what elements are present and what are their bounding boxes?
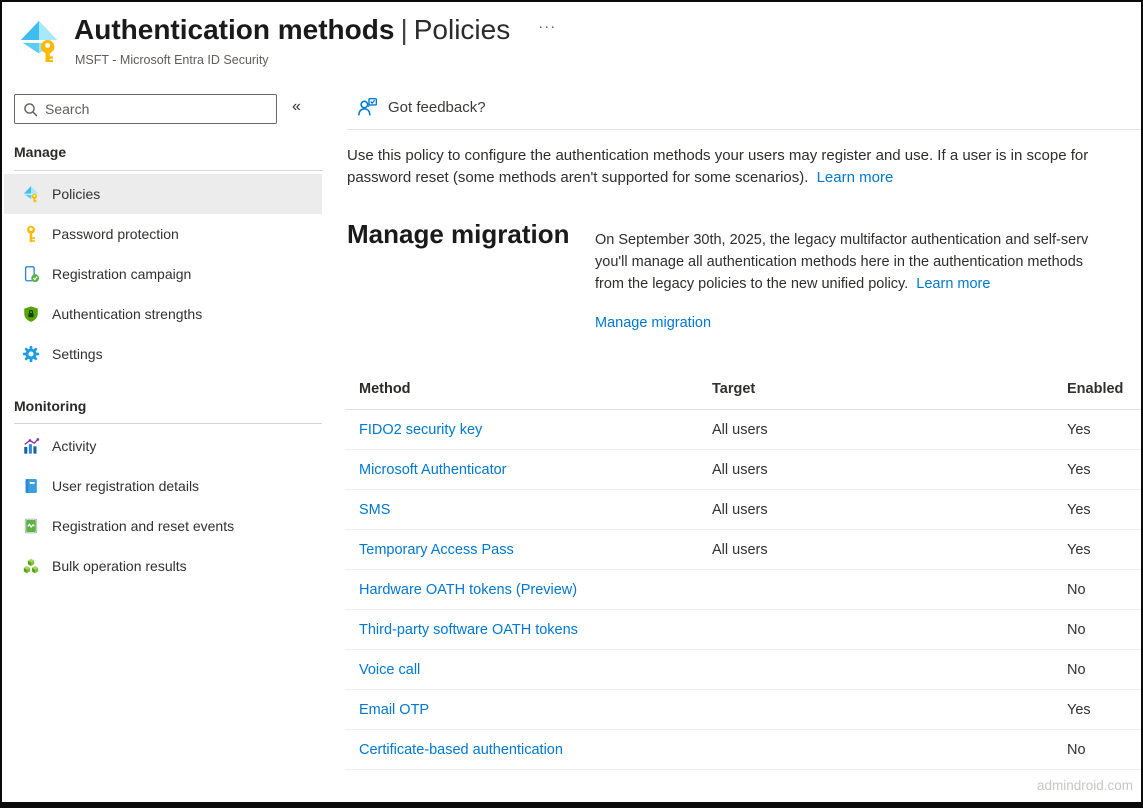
target-cell: All users — [712, 421, 768, 438]
sidebar-item-policies[interactable] — [4, 174, 322, 214]
column-header-enabled: Enabled — [1067, 380, 1124, 397]
auth-methods-table — [345, 368, 1143, 770]
section-monitoring: Monitoring — [14, 398, 87, 414]
table-row — [345, 450, 1143, 490]
target-cell: All users — [712, 501, 768, 518]
method-link-email-otp[interactable]: Email OTP — [359, 701, 430, 718]
target-cell: All users — [712, 461, 768, 478]
policy-description — [347, 145, 1143, 189]
entra-security-icon — [22, 185, 40, 203]
cubes-icon — [22, 557, 40, 575]
migration-description — [595, 229, 1143, 295]
method-link-fido2[interactable]: FIDO2 security key — [359, 421, 483, 438]
table-row — [345, 610, 1143, 650]
key-icon — [22, 225, 40, 243]
sidebar-item-label: Settings — [52, 346, 103, 362]
sidebar-item-label: User registration details — [52, 478, 200, 494]
manage-migration-heading: Manage migration — [347, 219, 570, 249]
sidebar-item-registration-reset-events[interactable] — [4, 506, 322, 546]
enabled-cell: No — [1067, 741, 1086, 758]
method-link-certificate-based[interactable]: Certificate-based authentication — [359, 741, 563, 758]
enabled-cell: Yes — [1067, 421, 1091, 438]
policy-description-line2: password reset (some methods aren't supported for some scenarios). — [347, 169, 809, 186]
table-row — [345, 490, 1143, 530]
sidebar-item-password-protection[interactable] — [4, 214, 322, 254]
sidebar-item-authentication-strengths[interactable] — [4, 294, 322, 334]
table-row — [345, 690, 1143, 730]
page-title: Authentication methods — [74, 14, 395, 45]
migration-learn-more-link[interactable]: Learn more — [916, 276, 991, 292]
method-link-authenticator[interactable]: Microsoft Authenticator — [359, 461, 507, 478]
sidebar-item-label: Bulk operation results — [52, 558, 187, 574]
enabled-cell: Yes — [1067, 461, 1091, 478]
page-subtitle-tab: Policies — [413, 14, 511, 45]
tenant-subtitle: MSFT - Microsoft Entra ID Security — [75, 53, 269, 67]
sidebar — [2, 87, 322, 597]
shield-lock-icon — [22, 305, 40, 323]
section-divider — [14, 170, 322, 171]
migration-line3: from the legacy policies to the new unified policy. — [595, 276, 909, 292]
watermark: admindroid.com — [1036, 778, 1133, 793]
sidebar-item-settings[interactable] — [4, 334, 322, 374]
policy-description-line1: Use this policy to configure the authentication methods your users may register and use. If a user is in scope for — [347, 147, 1089, 164]
sidebar-item-label: Registration and reset events — [52, 518, 235, 534]
learn-more-link[interactable]: Learn more — [816, 169, 894, 186]
sidebar-item-label: Policies — [52, 186, 101, 202]
column-header-method: Method — [359, 380, 411, 397]
migration-line1: On September 30th, 2025, the legacy multifactor authentication and self-serv — [595, 232, 1089, 248]
section-manage: Manage — [14, 144, 67, 160]
method-link-thirdparty-oath[interactable]: Third-party software OATH tokens — [359, 621, 578, 638]
sidebar-item-label: Registration campaign — [52, 266, 192, 282]
sidebar-item-label: Activity — [52, 438, 97, 454]
gear-icon — [22, 345, 40, 363]
enabled-cell: Yes — [1067, 701, 1091, 718]
enabled-cell: No — [1067, 661, 1086, 678]
main-content — [345, 2, 1143, 808]
table-row — [345, 410, 1143, 450]
method-link-sms[interactable]: SMS — [359, 501, 391, 518]
column-header-target: Target — [712, 380, 756, 397]
target-cell: All users — [712, 541, 768, 558]
section-divider — [14, 423, 322, 424]
collapse-sidebar-icon[interactable]: « — [292, 98, 301, 115]
got-feedback-label: Got feedback? — [388, 98, 486, 116]
entra-security-logo — [16, 18, 62, 64]
journal-pulse-icon — [22, 517, 40, 535]
activity-chart-icon — [22, 437, 40, 455]
table-row — [345, 570, 1143, 610]
method-link-temporary-access-pass[interactable]: Temporary Access Pass — [359, 541, 514, 558]
table-row — [345, 530, 1143, 570]
title-separator: | — [400, 14, 408, 45]
feedback-icon — [357, 97, 378, 118]
enabled-cell: Yes — [1067, 541, 1091, 558]
search-input[interactable] — [45, 96, 270, 122]
enabled-cell: No — [1067, 621, 1086, 638]
migration-line2: you'll manage all authentication methods here in the authentication methods — [595, 254, 1084, 270]
method-link-voice-call[interactable]: Voice call — [359, 661, 421, 678]
sidebar-item-label: Password protection — [52, 226, 179, 242]
enabled-cell: No — [1067, 581, 1086, 598]
toolbar-divider — [347, 129, 1143, 130]
method-link-hardware-oath[interactable]: Hardware OATH tokens (Preview) — [359, 581, 578, 598]
got-feedback-button[interactable] — [357, 94, 486, 120]
sidebar-item-bulk-operation-results[interactable] — [4, 546, 322, 586]
phone-check-icon — [22, 265, 40, 283]
more-menu-icon[interactable]: ··· — [538, 18, 557, 35]
sidebar-item-label: Authentication strengths — [52, 306, 203, 322]
table-row — [345, 650, 1143, 690]
sidebar-item-user-registration-details[interactable] — [4, 466, 322, 506]
sidebar-item-registration-campaign[interactable] — [4, 254, 322, 294]
manage-migration-link[interactable]: Manage migration — [595, 315, 712, 331]
sidebar-item-activity[interactable] — [4, 426, 322, 466]
book-icon — [22, 477, 40, 495]
table-header-row — [345, 368, 1143, 410]
search-box — [14, 94, 277, 124]
search-icon — [23, 102, 39, 118]
table-row — [345, 730, 1143, 770]
enabled-cell: Yes — [1067, 501, 1091, 518]
